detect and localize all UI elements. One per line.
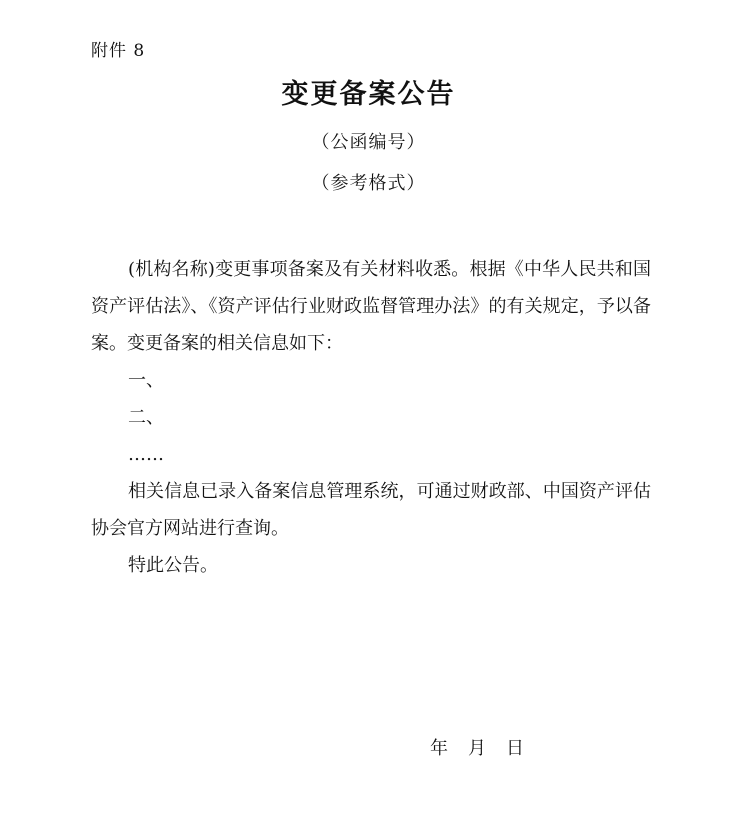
attachment-label: 附件 8	[91, 41, 146, 61]
list-item-one: 一、	[128, 370, 164, 391]
date-month: 月	[468, 738, 486, 759]
list-item-two: 二、	[128, 407, 164, 428]
document-title: 变更备案公告	[281, 79, 456, 110]
date-day: 日	[506, 738, 524, 759]
list-item-ellipsis: ……	[128, 444, 164, 465]
date-year: 年	[430, 738, 448, 759]
date-line	[430, 734, 524, 760]
document-body	[91, 251, 651, 584]
paragraph-closing: 特此公告。	[128, 555, 218, 576]
paragraph-intro: (机构名称)变更事项备案及有关材料收悉。根据《中华人民共和国资产评估法》、《资产评估行业财政监督管理办法》的有关规定，予以备案。变更备案的相关信息如下：	[91, 259, 651, 354]
paragraph-system-info: 相关信息已录入备案信息管理系统，可通过财政部、中国资产评估协会官方网站进行查询。	[91, 481, 651, 539]
subtitle-letter-number: （公函编号）	[311, 132, 426, 153]
subtitle-reference-format: （参考格式）	[311, 173, 426, 194]
